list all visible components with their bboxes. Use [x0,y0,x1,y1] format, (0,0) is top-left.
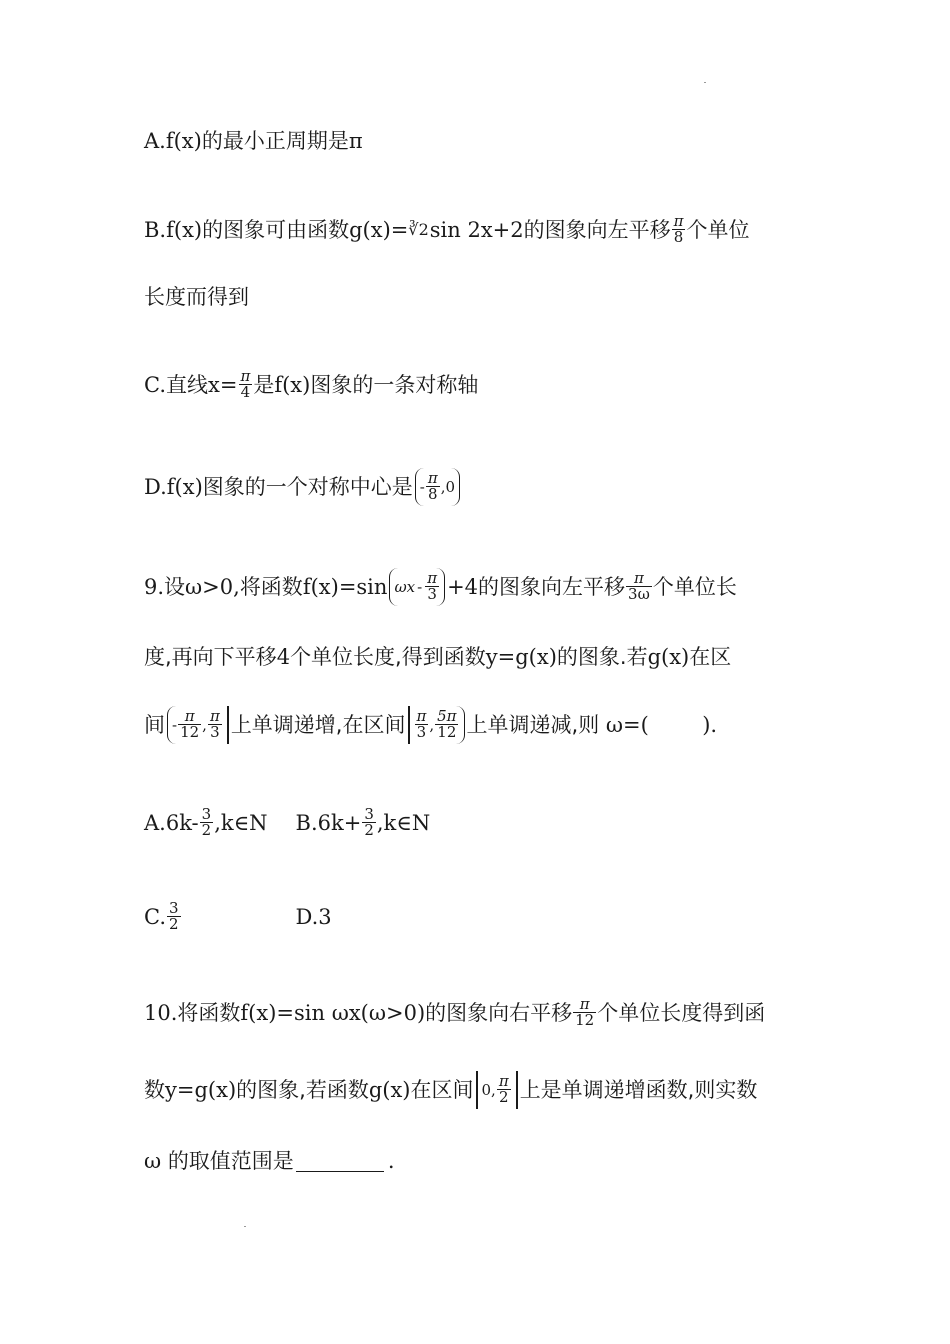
answer-blank[interactable] [296,1151,384,1172]
question-10-number: 10. [144,1001,178,1025]
scan-dot [244,1226,246,1227]
q10-shift-fraction: $\frac{\pi}{12}$ [575,994,595,1029]
question-9-number: 9. [144,575,165,599]
question-9-line-2: 度,再向下平移 4 个单位长度,得到函数 y=g(x) 的图象.若 g(x) 在区 [144,645,732,669]
option-b-text-2: 的图象向左平移 [523,218,671,242]
option-b-text-1: 的图象可由函数 [202,218,350,242]
option-a-tail: π [348,129,363,153]
choice-c-label: C. [144,905,166,929]
option-d-prefix: D.f(x) [144,475,203,499]
question-9-options-cd: C. $\frac{3}{2}$ D.3 [144,898,332,933]
option-b-line-2: 长度而得到 [144,285,249,309]
question-9-options-ab: A.6k- $\frac{3}{2}$ ,k∈N B.6k+ $\frac{3}{2}$ ,k∈N [144,804,431,839]
sin-argument: ωx - $\frac{\pi}{3}$ [389,568,445,606]
question-10-line-2: 数 y=g(x) 的图象,若函数 g(x) 在区间 0 , $\frac{\pi}{2}$ 上是单调递增函数,则实数 [144,1075,757,1105]
interval-increasing: - $\frac{\pi}{12}$ , $\frac{\pi}{3}$ [167,706,229,744]
question-10-line-3: ω 的取值范围是 . [144,1149,395,1173]
option-c-fraction: $\frac{\pi}{4}$ [240,366,251,401]
interval-decreasing: $\frac{\pi}{3}$ , $\frac{5\pi}{12}$ [408,706,465,744]
choice-d-label: D.3 [295,905,332,929]
q9-shift-fraction: $\frac{\pi}{3\omega}$ [628,568,650,603]
option-b-text-3: 个单位 [686,218,750,242]
option-b-prefix: B.f(x) [144,218,203,242]
option-b-fraction: $\frac{\pi}{8}$ [673,211,684,246]
option-d-point: - $\frac{\pi}{8}$ ,0 [415,468,460,506]
option-a [144,126,363,156]
option-b-func: g(x)= [349,218,409,242]
q10-interval: 0 , $\frac{\pi}{2}$ [476,1071,518,1109]
cube-root-symbol: ∛2 [408,220,429,239]
option-d: D.f(x) 图象的一个对称中心是 - $\frac{\pi}{8}$ ,0 [144,472,462,502]
option-b [144,211,750,246]
scan-dot [704,82,706,83]
choice-b-label: B.6k+ [295,811,362,835]
choice-a-label: A.6k- [144,811,199,835]
option-c-prefix: C. [144,373,166,397]
option-b-expr: sin 2x+2 [429,218,524,242]
question-10: 10. 将函数 f(x)=sin ωx(ω>0) 的图象向右平移 $\frac{\pi}{12}$ 个单位长度得到函 [144,994,766,1029]
option-a-text: 的最小正周期是 [201,129,349,153]
option-c: C. 直线 x= $\frac{\pi}{4}$ 是 f(x) 图象的一条对称轴 [144,366,479,401]
question-9: 9. 设 ω>0, 将函数 f(x)=sin ωx - $\frac{\pi}{3}$ +4 的图象向左平移 $\frac{\pi}{3\omega}$ 个单位长 [144,572,737,602]
question-9-line-3: 间 - $\frac{\pi}{12}$ , $\frac{\pi}{3}$ 上单调递增,在区间 $\frac{\pi}{3}$ , $\frac{5\pi}{12}$ 上单调递减,则 ω=( ). [144,710,717,740]
option-a-prefix: A.f(x) [144,129,202,153]
